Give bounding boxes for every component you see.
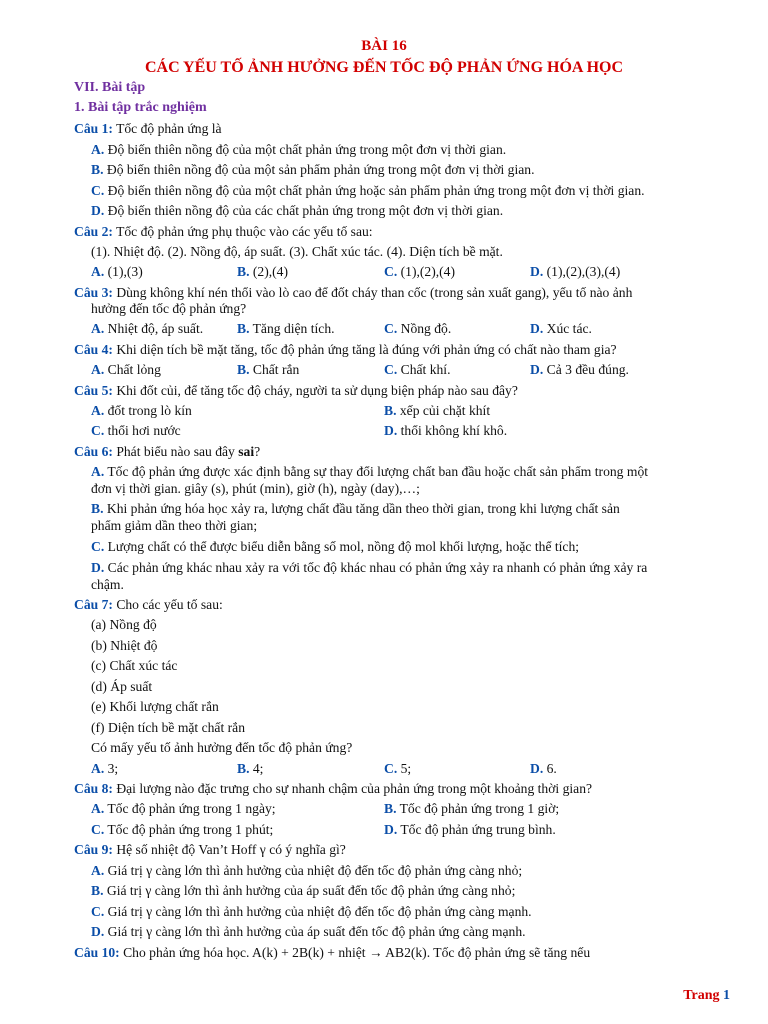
question-2: Câu 2: Tốc độ phản ứng phụ thuộc vào các yếu tố sau:	[74, 224, 373, 239]
q8-option-a: A. Tốc độ phản ứng trong 1 ngày;	[91, 801, 276, 816]
question-8: Câu 8: Đại lượng nào đặc trưng cho sự nhanh chậm của phản ứng trong một khoảng thời gian?	[74, 781, 593, 796]
q7-item: (a) Nồng độ	[91, 617, 157, 632]
q5-option-b: B. xếp củi chặt khít	[384, 403, 491, 418]
q9-option-d: D. Giá trị γ càng lớn thì ảnh hưởng của áp suất đến tốc độ phản ứng càng mạnh.	[91, 924, 526, 939]
q6-option-a-cont: đơn vị thời gian. giây (s), phút (min), giờ (h), ngày (day),…;	[91, 481, 420, 496]
q7-item: (b) Nhiệt độ	[91, 638, 158, 653]
q7-option-a: A. 3;	[91, 761, 119, 776]
q3-option-d: D. Xúc tác.	[530, 321, 592, 336]
q6-option-b: B. Khi phản ứng hóa học xảy ra, lượng chất đầu tăng dần theo thời gian, trong khi lượng chất sản	[91, 501, 620, 516]
q1-option-d: D. Độ biến thiên nồng độ của các chất phản ứng trong một đơn vị thời gian.	[91, 203, 504, 218]
q7-option-c: C. 5;	[384, 761, 412, 776]
q8-option-b: B. Tốc độ phản ứng trong 1 giờ;	[384, 801, 560, 816]
question-4: Câu 4: Khi diện tích bề mặt tăng, tốc độ phản ứng tăng là đúng với phản ứng có chất nào tham gia?	[74, 342, 617, 357]
q4-option-a: A. Chất lỏng	[91, 362, 161, 377]
q2-option-b: B. (2),(4)	[237, 264, 288, 279]
question-9: Câu 9: Hệ số nhiệt độ Van’t Hoff γ có ý nghĩa gì?	[74, 842, 346, 857]
question-5: Câu 5: Khi đốt củi, để tăng tốc độ cháy, người ta sử dụng biện pháp nào sau đây?	[74, 383, 518, 398]
question-3-cont: hưởng đến tốc độ phản ứng?	[91, 301, 247, 316]
q9-option-c: C. Giá trị γ càng lớn thì ảnh hưởng của nhiệt độ đến tốc độ phản ứng càng mạnh.	[91, 904, 532, 919]
question-7: Câu 7: Cho các yếu tố sau:	[74, 597, 223, 612]
question-3: Câu 3: Dùng không khí nén thổi vào lò cao để đốt cháy than cốc (trong sản xuất gang), yếu tố nào ảnh	[74, 285, 633, 300]
q8-option-d: D. Tốc độ phản ứng trung bình.	[384, 822, 556, 837]
q2-option-c: C. (1),(2),(4)	[384, 264, 455, 279]
lesson-title: CÁC YẾU TỐ ẢNH HƯỞNG ĐẾN TỐC ĐỘ PHẢN ỨNG HÓA HỌC	[144, 59, 624, 76]
q6-option-b-cont: phẩm giảm dần theo thời gian;	[91, 518, 258, 533]
q3-option-b: B. Tăng diện tích.	[237, 321, 335, 336]
question-text: Tốc độ phản ứng là	[116, 121, 222, 136]
page-number: Trang 1	[683, 988, 730, 1003]
question-1	[74, 120, 222, 137]
q7-ask: Có mấy yếu tố ảnh hưởng đến tốc độ phản ứng?	[91, 740, 353, 755]
question-6: Câu 6: Phát biểu nào sau đây sai?	[74, 444, 261, 459]
q7-item: (d) Áp suất	[91, 679, 153, 694]
q5-option-a: A. đốt trong lò kín	[91, 403, 192, 418]
question-label: Câu 1:	[74, 121, 113, 136]
q3-option-a: A. Nhiệt độ, áp suất.	[91, 321, 204, 336]
q6-option-c: C. Lượng chất có thể được biểu diễn bằng số mol, nồng độ mol khối lượng, hoặc thể tích;	[91, 539, 580, 554]
q9-option-b: B. Giá trị γ càng lớn thì ảnh hưởng của áp suất đến tốc độ phản ứng càng nhỏ;	[91, 883, 516, 898]
section-heading-exercises: VII. Bài tập	[74, 80, 146, 95]
q8-option-c: C. Tốc độ phản ứng trong 1 phút;	[91, 822, 274, 837]
q1-option-c: C. Độ biến thiên nồng độ của một chất phản ứng hoặc sản phẩm phản ứng trong một đơn vị thời gian.	[91, 183, 645, 198]
q2-factor-list: (1). Nhiệt độ. (2). Nồng độ, áp suất. (3). Chất xúc tác. (4). Diện tích bề mặt.	[91, 244, 503, 259]
q7-option-d: D. 6.	[530, 761, 557, 776]
q1-option-b: B. Độ biến thiên nồng độ của một sản phẩm phản ứng trong một đơn vị thời gian.	[91, 162, 535, 177]
q6-option-d: D. Các phản ứng khác nhau xảy ra với tốc độ khác nhau có phản ứng xảy ra nhanh có phản ứng xảy ra	[91, 560, 648, 575]
q7-item: (f) Diện tích bề mặt chất rắn	[91, 720, 245, 735]
q2-option-d: D. (1),(2),(3),(4)	[530, 264, 621, 279]
q7-item: (c) Chất xúc tác	[91, 658, 178, 673]
q6-option-a: A. Tốc độ phản ứng được xác định bằng sự thay đổi lượng chất ban đầu hoặc chất sản phẩm trong một	[91, 464, 649, 479]
q1-option-a: A. Độ biến thiên nồng độ của một chất phản ứng trong một đơn vị thời gian.	[91, 142, 507, 157]
q5-option-c: C. thổi hơi nước	[91, 423, 181, 438]
question-10: Câu 10: Cho phản ứng hóa học. A(k) + 2B(k) + nhiệt → AB2(k). Tốc độ phản ứng sẽ tăng nếu	[74, 945, 591, 960]
q2-option-a: A. (1),(3)	[91, 264, 143, 279]
lesson-number: BÀI 16	[361, 38, 407, 54]
q7-item: (e) Khối lượng chất rắn	[91, 699, 219, 714]
q6-option-d-cont: chậm.	[91, 577, 124, 592]
q4-option-b: B. Chất rắn	[237, 362, 300, 377]
q7-option-b: B. 4;	[237, 761, 264, 776]
q4-option-c: C. Chất khí.	[384, 362, 451, 377]
q5-option-d: D. thổi không khí khô.	[384, 423, 508, 438]
q4-option-d: D. Cả 3 đều đúng.	[530, 362, 629, 377]
q3-option-c: C. Nồng độ.	[384, 321, 452, 336]
section-heading-multiple-choice: 1. Bài tập trắc nghiệm	[74, 100, 207, 115]
q9-option-a: A. Giá trị γ càng lớn thì ảnh hưởng của nhiệt độ đến tốc độ phản ứng càng nhỏ;	[91, 863, 523, 878]
